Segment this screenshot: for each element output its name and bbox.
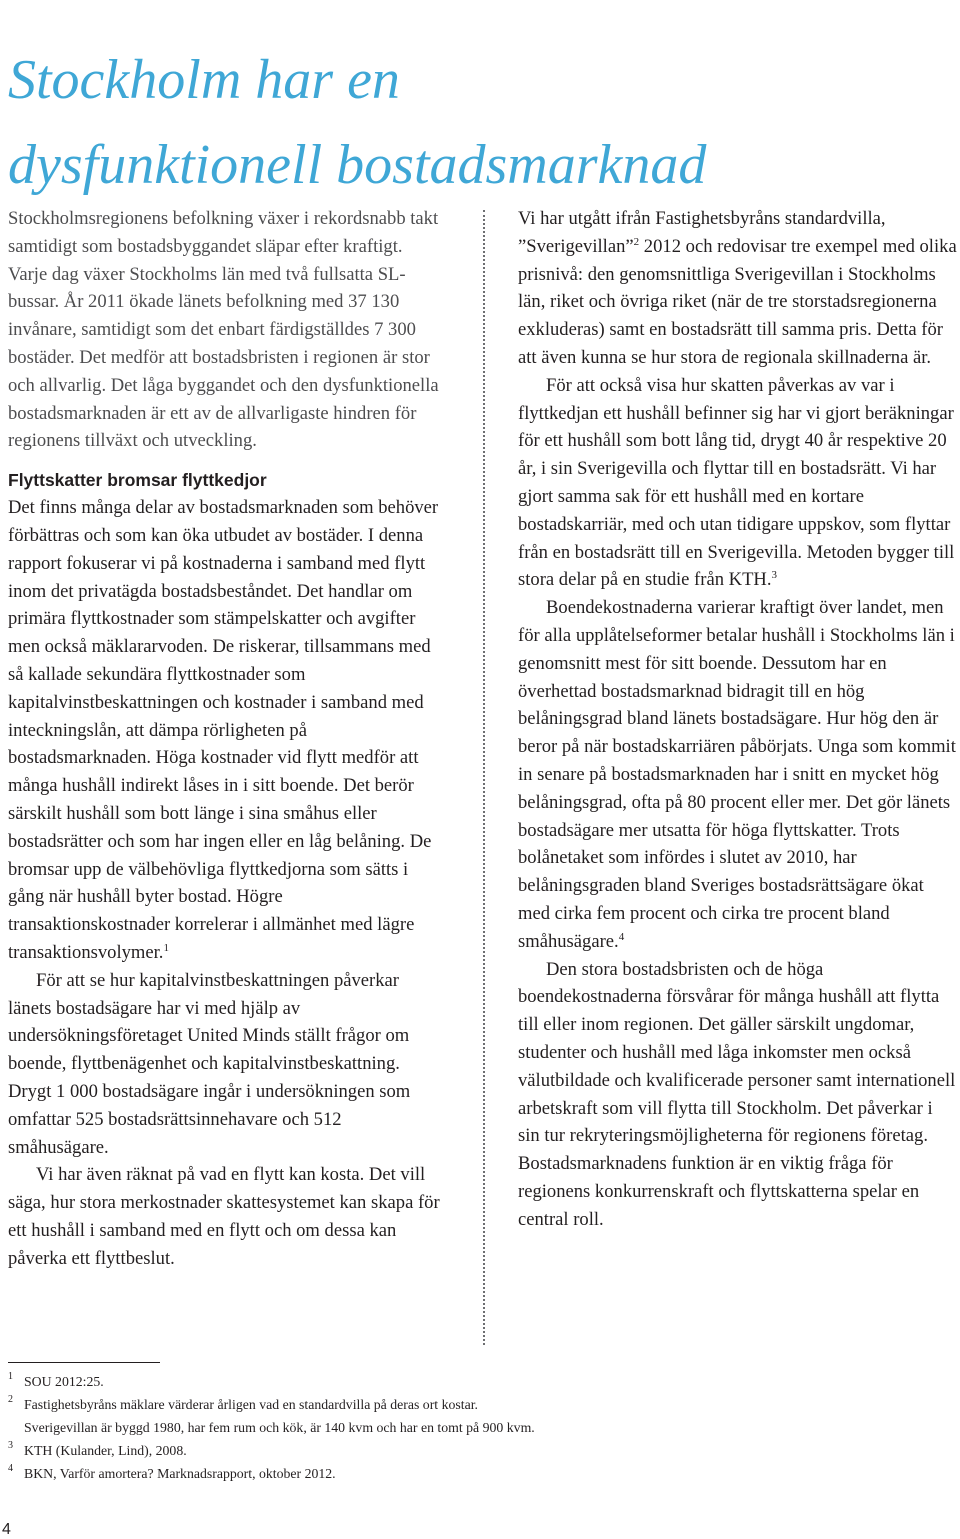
footnote-ref: 1 [163, 941, 169, 954]
footnote-text: KTH (Kulander, Lind), 2008. [24, 1443, 187, 1458]
page-title [8, 38, 938, 208]
body-paragraph [518, 594, 958, 955]
left-column [8, 205, 444, 1272]
footnote-ref: 2 [633, 235, 640, 248]
footnote-number: 4 [8, 1463, 13, 1474]
footnote-text: Fastighetsbyråns mäklare värderar årligen vad en standardvilla på deras ort kostar. [24, 1397, 478, 1412]
footnotes [8, 1370, 948, 1485]
paragraph-text: Vi har utgått ifrån Fastighetsbyråns standardvilla, ”Sverigevillan” [518, 208, 886, 257]
footnote-ref: 4 [618, 930, 625, 943]
body-paragraph [8, 494, 444, 967]
body-paragraph: Den stora bostadsbristen och de höga boendekostnaderna försvårar för många hushåll att flytta till eller inom regionen. Det gäller särskilt ungdomar, studenter och hushåll med låga inkomster men också välutbildade och kvalificerade personer samt internationell arbetskraft som vill flytta till Stockholm. Det påverkar i sin tur rekryteringsmöjligheterna för regionens företag. Bostadsmarknadens funktion är en viktig fråga för regionens konkurrenskraft och flyttskatterna spelar en central roll. [518, 958, 956, 1230]
footnote [8, 1439, 948, 1462]
paragraph-text: Boendekostnaderna varierar kraftigt över landet, men för alla upplåtelseformer betalar hushåll i Stockholms län i genomsnitt mest för sitt boende. Dessutom har en överhettad bostadsmarknad bidragit till en hög belåningsgrad bland länets bostadsägare. Hur hög den är beror på när bostadskarriären påbörjats. Unga som kommit in senare på bostadsmarknaden har i snitt en mycket hög belåningsgrad, ofta på 80 procent eller mer. Det gör länets bostadsägare mer utsatta för höga flyttskatter. Trots bolånetaket som infördes i slutet av 2010, har belåningsgraden bland Sveriges bostadsrättsägare ökat med cirka fem procent och cirka tre procent bland småhusägare. [518, 597, 956, 952]
section-heading: Flyttskatter bromsar flyttkedjor [8, 470, 267, 491]
title-line-1: Stockholm har en [8, 48, 400, 111]
footnote [8, 1370, 948, 1393]
paragraph-text: 2012 och redovisar tre exempel med olika prisnivå: den genomsnittliga Sverigevillan i Stockholms län, riket och övriga riket (när de tre storstadsregionerna exkluderas) samt en bostadsrätt till samma pris. Detta för att även kunna se hur stora de regionala skillnaderna är. [518, 235, 957, 368]
body-paragraph: Vi har även räknat på vad en flytt kan kosta. Det vill säga, hur stora merkostnader skattesystemet kan skapa för ett hushåll i samband med en flytt och om dessa kan påverka ett flyttbeslut. [8, 1164, 440, 1269]
footnote-ref: 3 [771, 569, 778, 582]
paragraph-text: Det finns många delar av bostadsmarknaden som behöver förbättras och som kan öka utbudet av bostäder. I denna rapport fokuserar vi på kostnaderna i samband med flytt inom det privatägda bostadsbeståndet. Det handlar om primära flyttkostnader som stämpelskatter och avgifter men också mäklararvoden. De riskerar, tillsammans med så kallade sekundära flyttkostnader som kapitalvinstbeskattningen och kostnader i samband med inteckningslån, att dämpa rörligheten på bostadsmarknaden. Höga kostnader vid flytt medför att många hushåll indirekt låses in i sitt boende. Det berör särskilt hushåll som bott länge i sina småhus eller bostadsrätter och som har ingen eller en låg belåning. De bromsar upp de välbehövliga flyttkedjorna som sätts i gång när hushåll byter bostad. Högre transaktionskostnader korrelerar i allmänhet med lägre transaktionsvolymer. [8, 497, 439, 963]
footnote-continuation: Sverigevillan är byggd 1980, har fem rum och kök, är 140 kvm och har en tomt på 900 kvm. [24, 1420, 535, 1435]
footnote-number: 3 [8, 1440, 13, 1451]
body-paragraph [518, 372, 958, 594]
body-paragraph [518, 205, 958, 372]
body-paragraph: För att se hur kapitalvinstbeskattningen påverkar länets bostadsägare har vi med hjälp av undersökningsföretaget United Minds ställt frågor om boende, flyttbenägenhet och kapitalvinstbeskattning. Drygt 1 000 bostadsägare ingår i undersökningen som omfattar 525 bostadsrättsinnehavare och 512 småhusägare. [8, 969, 411, 1158]
footnote-number: 1 [8, 1371, 13, 1382]
footnote-text: BKN, Varför amortera? Marknadsrapport, oktober 2012. [24, 1466, 336, 1481]
right-column [518, 205, 958, 1233]
title-line-2: dysfunktionell bostadsmarknad [8, 133, 707, 196]
footnote-rule [8, 1362, 160, 1363]
paragraph-text: För att också visa hur skatten påverkas av var i flyttkedjan ett hushåll befinner sig har vi gjort beräkningar för ett hushåll som bott lång tid, drygt 40 år respektive 20 år, i sin Sverigevilla och flyttar till en bostadsrätt. Vi har gjort samma sak för ett hushåll med en kortare bostadskarriär, med och utan tidigare uppskov, som flyttar från en bostadsrätt till en Sverigevilla. Metoden bygger till stora delar på en studie från KTH. [518, 374, 955, 591]
lead-paragraph: Stockholmsregionens befolkning växer i rekordsnabb takt samtidigt som bostadsbyggandet släpar efter kraftigt. Varje dag växer Stockholms län med två fullsatta SL-bussar. År 2011 ökade länets befolkning med 37 130 invånare, samtidigt som det enbart färdigställdes 7 300 bostäder. Det medför att bostadsbristen i regionen är stor och allvarlig. Det låga byggandet och den dysfunktionella bostadsmarknaden är ett av de allvarligaste hindren för regionens tillväxt och utveckling. [8, 208, 439, 452]
column-divider [483, 210, 485, 1345]
footnote-text: SOU 2012:25. [24, 1374, 104, 1389]
footnote-number: 2 [8, 1394, 13, 1405]
page-number: 4 [2, 1521, 11, 1538]
footnote [8, 1393, 948, 1416]
footnote [8, 1462, 948, 1485]
